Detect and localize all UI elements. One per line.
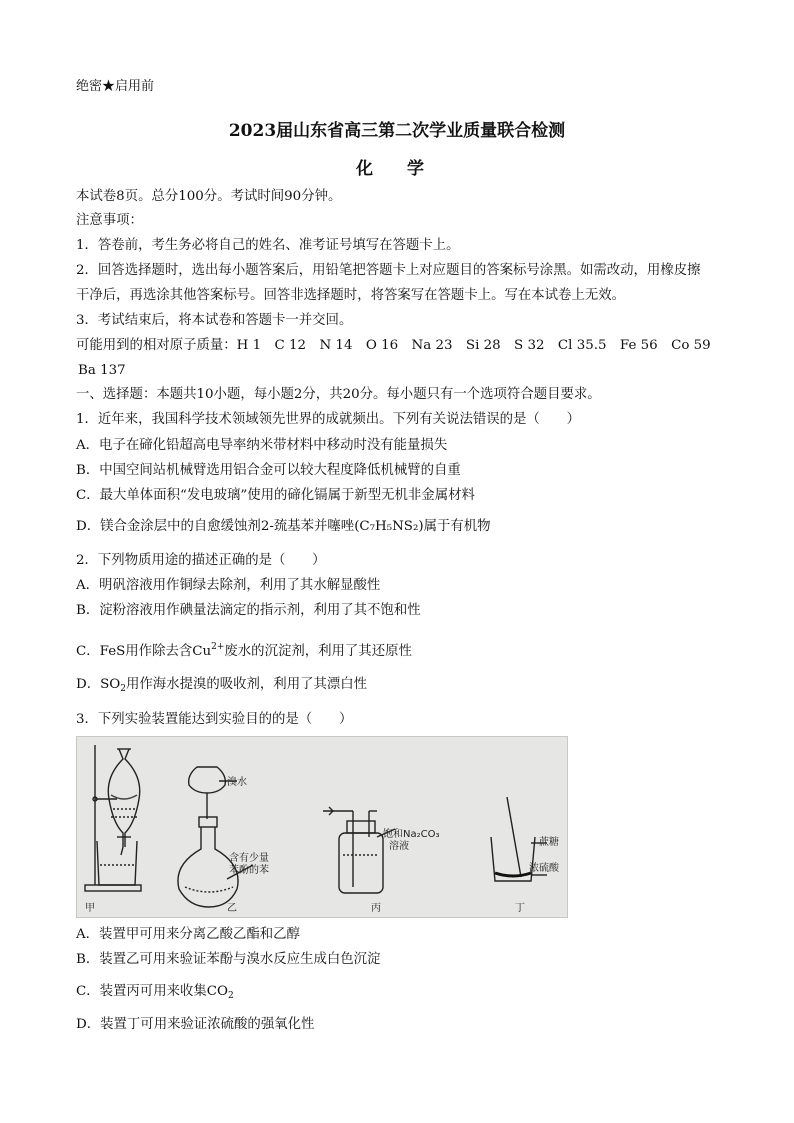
q2-d-text: D．SO: [76, 677, 121, 692]
q2-stem: 2．下列物质用途的描述正确的是（ ）: [76, 553, 326, 568]
q1-option-c: C．最大单体面积“发电玻璃”使用的碲化镉属于新型无机非金属材料: [76, 488, 475, 503]
q1-d-tail: 属于有机物: [423, 519, 491, 534]
q1-d-formula: (C₇H₅NS₂): [354, 519, 424, 534]
separatory-funnel-apparatus: [85, 745, 141, 891]
q2-c-charge: 2+: [211, 642, 225, 652]
apparatus-figure: [76, 736, 568, 918]
q1-option-b: B．中国空间站机械臂选用铝合金可以较大程度降低机械臂的自重: [76, 463, 461, 478]
notice-title: 注意事项：: [76, 213, 143, 228]
q3-c-subscript: 2: [227, 991, 234, 1001]
q1-option-a: A．电子在碲化铅超高电导率纳米带材料中移动时没有能量损失: [76, 438, 448, 453]
apparatus-drawing: [77, 737, 567, 917]
atomic-masses-cont: Ba 137: [78, 363, 126, 378]
notice-1: 1．答卷前，考生务必将自己的姓名、准考证号填写在答题卡上。: [76, 238, 460, 253]
label-na2co3-2: 溶液: [389, 841, 409, 852]
q2-option-b: B．淀粉溶液用作碘量法滴定的指示剂，利用了其不饱和性: [76, 603, 421, 618]
label-bromine-water: 溴水: [227, 777, 247, 788]
q2-c-text: C．FeS用作除去含Cu: [76, 644, 212, 659]
q2-d-subscript: 2: [120, 684, 127, 694]
notice-2a: 2．回答选择题时，选出每小题答案后，用铅笔把答题卡上对应题目的答案标号涂黑。如需改动，用橡皮擦: [76, 263, 701, 278]
label-jia: 甲: [85, 903, 95, 914]
label-na2co3-1: 饱和Na₂CO₃: [383, 829, 440, 840]
label-yi: 乙: [227, 903, 237, 914]
label-ding: 丁: [515, 903, 525, 914]
q3-option-a: A．装置甲可用来分离乙酸乙酯和乙醇: [76, 927, 300, 942]
q3-option-d: D．装置丁可用来验证浓硫酸的强氧化性: [76, 1017, 315, 1032]
q2-option-a: A．明矾溶液用作铜绿去除剂，利用了其水解显酸性: [76, 578, 381, 593]
secret-mark: 绝密★启用前: [76, 79, 155, 94]
label-sucrose: 蔗糖: [539, 837, 559, 848]
label-bing: 丙: [371, 903, 381, 914]
label-phenol-2: 苯酚的苯: [229, 865, 269, 876]
pages-line: 本试卷8页。总分100分。考试时间90分钟。: [76, 189, 342, 204]
q1-stem: 1．近年来，我国科学技术领域领先世界的成就频出。下列有关说法错误的是（ ）: [76, 412, 580, 427]
q3-stem: 3．下列实验装置能达到实验目的的是（ ）: [76, 712, 353, 727]
q3-option-b: B．装置乙可用来验证苯酚与溴水反应生成白色沉淀: [76, 952, 381, 967]
gas-bottle-apparatus: [323, 807, 395, 893]
q1-d-text: D．镁合金涂层中的自愈缓蚀剂2-巯基苯并噻唑: [76, 519, 355, 534]
q3-option-c: [76, 983, 234, 1005]
subject-title: 化 学: [356, 159, 438, 179]
q2-d-tail: 用作海水提溴的吸收剂，利用了其漂白性: [126, 677, 368, 692]
q2-option-c: [76, 638, 412, 661]
q2-option-d: [76, 676, 367, 698]
section-heading: 一、选择题：本题共10小题，每小题2分，共20分。每小题只有一个选项符合题目要求。: [76, 387, 601, 402]
q2-c-tail: 废水的沉淀剂，利用了其还原性: [224, 644, 412, 659]
notice-2b: 干净后，再选涂其他答案标号。回答非选择题时，将答案写在答题卡上。写在本试卷上无效。: [76, 288, 626, 303]
q3-c-text: C．装置丙可用来收集CO: [76, 984, 228, 999]
q1-option-d: [76, 518, 491, 536]
label-phenol-1: 含有少量: [229, 853, 269, 864]
atomic-masses: 可能用到的相对原子质量：H 1 C 12 N 14 O 16 Na 23 Si 28 S 32 Cl 35.5 Fe 56 Co 59: [76, 338, 711, 353]
exam-title: 2023届山东省高三第二次学业质量联合检测: [228, 121, 566, 141]
notice-3: 3．考试结束后，将本试卷和答题卡一并交回。: [76, 313, 353, 328]
label-sulfuric: 浓硫酸: [529, 863, 559, 874]
flask-apparatus: [178, 767, 253, 907]
